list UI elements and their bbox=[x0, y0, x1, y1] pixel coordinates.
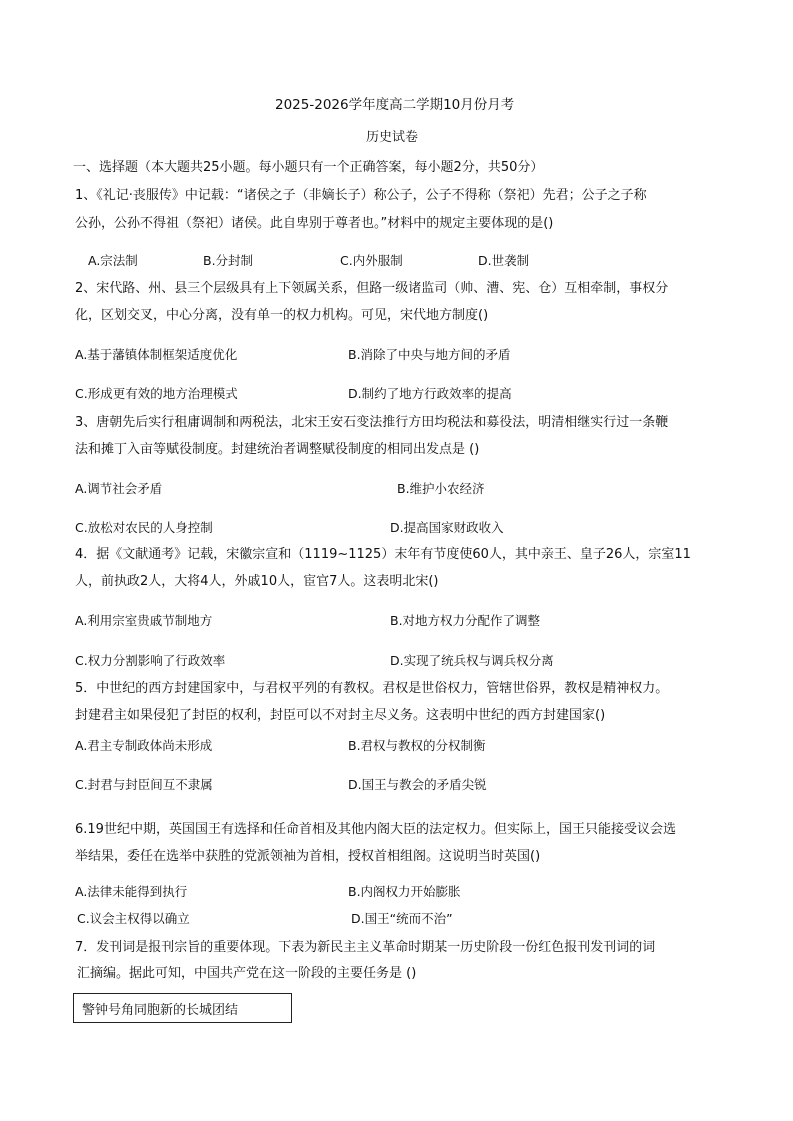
question-text-line: 3、唐朝先后实行租庸调制和两税法，北宋王安石变法推行方田均税法和募役法，明清相继实行过一条鞭 bbox=[75, 415, 669, 430]
exam-title: 2025-2026学年度高二学期10月份月考 bbox=[275, 97, 515, 113]
option-c[interactable]: C.封君与封臣间互不隶属 bbox=[75, 777, 213, 792]
question-text-line: 封建君主如果侵犯了封臣的权利，封臣可以不对封主尽义务。这表明中世纪的西方封建国家() bbox=[75, 708, 606, 723]
option-a[interactable]: A.法律未能得到执行 bbox=[75, 884, 188, 899]
question-text-line: 人，前执政2人，大将4人，外戚10人，宦官7人。这表明北宋() bbox=[75, 574, 439, 589]
question-text-line: 4．据《文献通考》记载，宋徽宗宣和（1119~1125）末年有节度使60人，其中亲王、皇子26人，宗室11 bbox=[75, 547, 691, 562]
question-text-line: 法和摊丁入亩等赋役制度。封建统治者调整赋役制度的相同出发点是 () bbox=[75, 442, 480, 457]
option-a[interactable]: A.君主专制政体尚未形成 bbox=[75, 738, 213, 753]
option-b[interactable]: B.维护小农经济 bbox=[397, 481, 485, 496]
option-a[interactable]: A.调节社会矛盾 bbox=[75, 481, 163, 496]
option-c[interactable]: C.形成更有效的地方治理模式 bbox=[75, 386, 238, 401]
question-text-line: 6.19世纪中期，英国国王有选择和任命首相及其他内阁大臣的法定权力。但实际上，国王只能接受议会选 bbox=[75, 822, 676, 837]
option-b[interactable]: B.内阁权力开始膨胀 bbox=[348, 884, 461, 899]
section-heading: 一、选择题（本大题共25小题。每小题只有一个正确答案，每小题2分，共50分） bbox=[73, 160, 544, 175]
exam-subject: 历史试卷 bbox=[366, 130, 419, 145]
table-cell: 警钟号角同胞新的长城团结 bbox=[82, 1003, 239, 1018]
option-d[interactable]: D.提高国家财政收入 bbox=[390, 520, 504, 535]
option-c[interactable]: C.放松对农民的人身控制 bbox=[75, 520, 213, 535]
option-d[interactable]: D.国王“统而不治” bbox=[351, 911, 453, 926]
vocabulary-table bbox=[73, 993, 292, 1023]
option-b[interactable]: B.君权与教权的分权制衡 bbox=[348, 738, 486, 753]
option-d[interactable]: D.实现了统兵权与调兵权分离 bbox=[390, 653, 554, 668]
option-c[interactable]: C.议会主权得以确立 bbox=[77, 911, 190, 926]
option-a[interactable]: A.宗法制 bbox=[88, 253, 138, 268]
option-a[interactable]: A.基于藩镇体制框架适度优化 bbox=[75, 347, 238, 362]
question-text-line: 汇摘编。据此可知，中国共产党在这一阶段的主要任务是 () bbox=[77, 966, 417, 981]
option-d[interactable]: D.世袭制 bbox=[478, 253, 530, 268]
question-text-line: 举结果，委任在选举中获胜的党派领袖为首相，授权首相组阁。这说明当时英国() bbox=[75, 849, 541, 864]
option-b[interactable]: B.对地方权力分配作了调整 bbox=[390, 613, 541, 628]
question-text-line: 公孙，公孙不得祖（祭祀）诸侯。此自卑别于尊者也。”材料中的规定主要体现的是() bbox=[75, 216, 554, 231]
option-b[interactable]: B.分封制 bbox=[203, 253, 254, 268]
question-text-line: 7．发刊词是报刊宗旨的重要体现。下表为新民主主义革命时期某一历史阶段一份红色报刊发刊词的词 bbox=[75, 940, 656, 955]
option-c[interactable]: C.内外服制 bbox=[340, 253, 403, 268]
option-b[interactable]: B.消除了中央与地方间的矛盾 bbox=[348, 347, 511, 362]
question-text-line: 5．中世纪的西方封建国家中，与君权平列的有教权。君权是世俗权力，管辖世俗界，教权是精神权力。 bbox=[75, 681, 669, 696]
question-text-line: 2、宋代路、州、县三个层级具有上下领属关系，但路一级诸监司（帅、漕、宪、仓）互相牵制，事权分 bbox=[75, 281, 669, 296]
option-d[interactable]: D.制约了地方行政效率的提高 bbox=[348, 386, 512, 401]
option-d[interactable]: D.国王与教会的矛盾尖锐 bbox=[348, 777, 487, 792]
question-text-line: 化，区划交叉，中心分离，没有单一的权力机构。可见，宋代地方制度() bbox=[75, 308, 489, 323]
question-text-line: 1、《礼记·丧服传》中记载：“诸侯之子（非嫡长子）称公子，公子不得称（祭祀）先君；公子之子称 bbox=[75, 188, 647, 203]
option-c[interactable]: C.权力分割影响了行政效率 bbox=[75, 653, 226, 668]
option-a[interactable]: A.利用宗室贵戚节制地方 bbox=[75, 613, 213, 628]
